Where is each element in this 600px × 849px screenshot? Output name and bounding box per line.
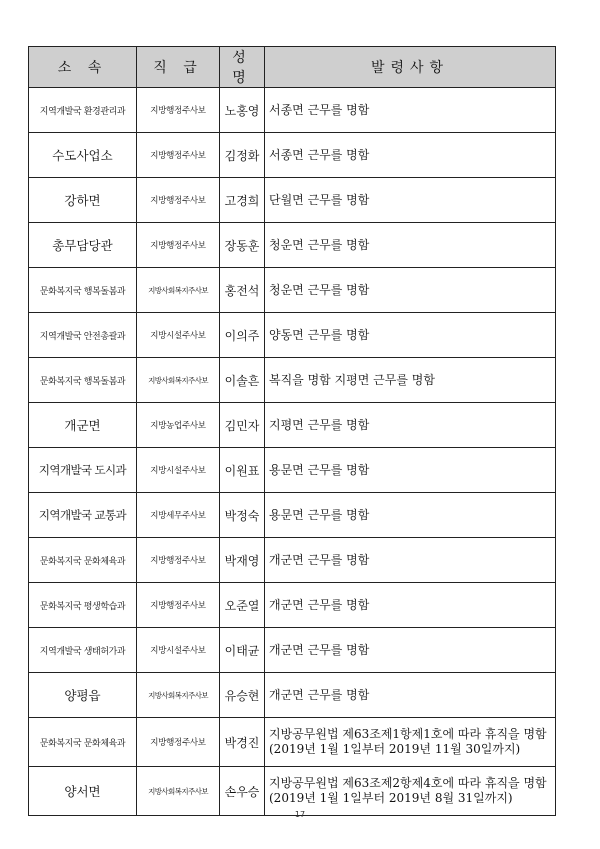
- dept-cell: 총무담당관: [29, 223, 137, 268]
- table-row: [29, 448, 556, 493]
- table-row: [29, 313, 556, 358]
- rank-cell: 지방사회복지주사보: [137, 358, 220, 403]
- name-cell: 이솔흔: [220, 358, 265, 403]
- table-row: [29, 403, 556, 448]
- dept-cell: 양평읍: [29, 673, 137, 718]
- table-row: [29, 493, 556, 538]
- order-cell: 지방공무원법 제63조제2항제4호에 따라 휴직을 명함 (2019년 1월 1일부터 2019년 8월 31일까지): [265, 767, 556, 816]
- dept-cell: 지역개발국 환경관리과: [29, 88, 137, 133]
- dept-cell: 개군면: [29, 403, 137, 448]
- order-cell: 개군면 근무를 명함: [265, 628, 556, 673]
- name-cell: 김정화: [220, 133, 265, 178]
- order-cell: 개군면 근무를 명함: [265, 673, 556, 718]
- name-cell: 이태균: [220, 628, 265, 673]
- rank-cell: 지방시설주사보: [137, 628, 220, 673]
- order-cell: 양동면 근무를 명함: [265, 313, 556, 358]
- header-rank: 직 급: [137, 47, 220, 88]
- table-row: [29, 133, 556, 178]
- order-cell: 청운면 근무를 명함: [265, 223, 556, 268]
- dept-cell: 지역개발국 생태허가과: [29, 628, 137, 673]
- dept-cell: 문화복지국 문화체육과: [29, 538, 137, 583]
- rank-cell: 지방행정주사보: [137, 223, 220, 268]
- header-order: 발령사항: [265, 47, 556, 88]
- table-row: [29, 583, 556, 628]
- order-cell: 복직을 명함 지평면 근무를 명함: [265, 358, 556, 403]
- dept-cell: 지역개발국 도시과: [29, 448, 137, 493]
- rank-cell: 지방행정주사보: [137, 583, 220, 628]
- personnel-order-table: [28, 46, 556, 816]
- table-row: [29, 268, 556, 313]
- name-cell: 고경희: [220, 178, 265, 223]
- table-header-row: [29, 47, 556, 88]
- order-cell: 서종면 근무를 명함: [265, 88, 556, 133]
- order-cell: 개군면 근무를 명함: [265, 583, 556, 628]
- order-cell: 개군면 근무를 명함: [265, 538, 556, 583]
- order-cell: 용문면 근무를 명함: [265, 448, 556, 493]
- name-cell: 오준열: [220, 583, 265, 628]
- rank-cell: 지방행정주사보: [137, 718, 220, 767]
- table-row: [29, 767, 556, 816]
- rank-cell: 지방세무주사보: [137, 493, 220, 538]
- name-cell: 이의주: [220, 313, 265, 358]
- header-name: 성 명: [220, 47, 265, 88]
- dept-cell: 문화복지국 평생학습과: [29, 583, 137, 628]
- name-cell: 노홍영: [220, 88, 265, 133]
- dept-cell: 강하면: [29, 178, 137, 223]
- page-number: 17: [294, 810, 306, 819]
- table-row: [29, 673, 556, 718]
- rank-cell: 지방행정주사보: [137, 178, 220, 223]
- dept-cell: 지역개발국 안전총괄과: [29, 313, 137, 358]
- rank-cell: 지방시설주사보: [137, 313, 220, 358]
- order-cell: 단월면 근무를 명함: [265, 178, 556, 223]
- name-cell: 홍전석: [220, 268, 265, 313]
- dept-cell: 양서면: [29, 767, 137, 816]
- order-cell: 청운면 근무를 명함: [265, 268, 556, 313]
- rank-cell: 지방사회복지주사보: [137, 767, 220, 816]
- header-dept: 소 속: [29, 47, 137, 88]
- dept-cell: 문화복지국 문화체육과: [29, 718, 137, 767]
- name-cell: 유승현: [220, 673, 265, 718]
- table-row: [29, 88, 556, 133]
- name-cell: 박재영: [220, 538, 265, 583]
- order-cell: 용문면 근무를 명함: [265, 493, 556, 538]
- table-row: [29, 223, 556, 268]
- order-cell: 지방공무원법 제63조제1항제1호에 따라 휴직을 명함 (2019년 1월 1일부터 2019년 11월 30일까지): [265, 718, 556, 767]
- table-row: [29, 178, 556, 223]
- rank-cell: 지방행정주사보: [137, 88, 220, 133]
- name-cell: 손우승: [220, 767, 265, 816]
- name-cell: 박경진: [220, 718, 265, 767]
- rank-cell: 지방사회복지주사보: [137, 268, 220, 313]
- rank-cell: 지방농업주사보: [137, 403, 220, 448]
- name-cell: 장동훈: [220, 223, 265, 268]
- dept-cell: 문화복지국 행복돌봄과: [29, 268, 137, 313]
- table-row: [29, 718, 556, 767]
- order-cell: 서종면 근무를 명함: [265, 133, 556, 178]
- table-row: [29, 358, 556, 403]
- name-cell: 김민자: [220, 403, 265, 448]
- dept-cell: 문화복지국 행복돌봄과: [29, 358, 137, 403]
- order-cell: 지평면 근무를 명함: [265, 403, 556, 448]
- table-row: [29, 538, 556, 583]
- dept-cell: 수도사업소: [29, 133, 137, 178]
- rank-cell: 지방시설주사보: [137, 448, 220, 493]
- name-cell: 이원표: [220, 448, 265, 493]
- rank-cell: 지방사회복지주사보: [137, 673, 220, 718]
- name-cell: 박정숙: [220, 493, 265, 538]
- dept-cell: 지역개발국 교통과: [29, 493, 137, 538]
- table-row: [29, 628, 556, 673]
- rank-cell: 지방행정주사보: [137, 538, 220, 583]
- rank-cell: 지방행정주사보: [137, 133, 220, 178]
